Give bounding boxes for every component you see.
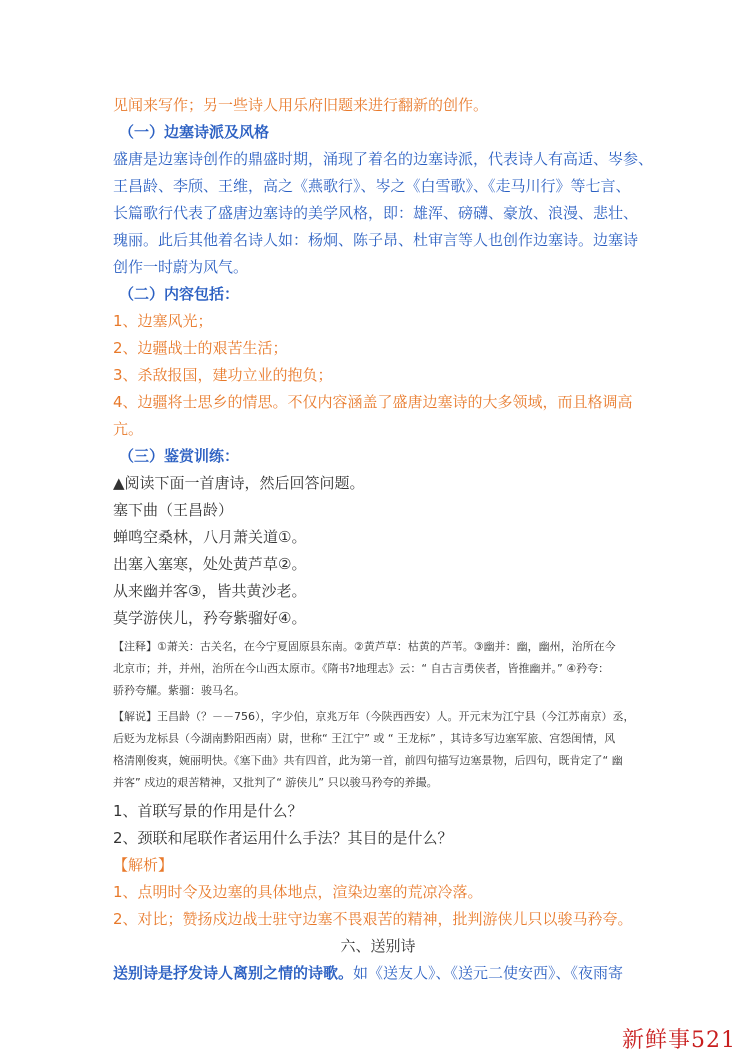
explanation-line: 【解说】王昌龄（？－－756），字少伯，京兆万年（今陕西西安）人。开元末为江宁县（今江苏南京）丞， [113,710,635,723]
final-rest-text: 如《送友人》、《送元二使安西》、《夜雨寄 [353,964,624,982]
annotation-line: 【注释】①萧关：古关名，在今宁夏固原县东南。②黄芦草：枯黄的芦苇。③幽并：幽，幽州，治所在今 [113,640,616,653]
paragraph-line: 创作一时蔚为风气。 [113,258,249,276]
poem-line: 莫学游侠儿，矜夸紫骝好④。 [113,609,307,627]
explanation-line: 格清刚俊爽，婉丽明快。《塞下曲》共有四首，此为第一首，前四句描写边塞景物，后四句，既肯定了“ 幽 [113,754,623,767]
explanation-line: 并客” 戍边的艰苦精神，又批判了“ 游侠儿” 只以骏马矜夸的养撮。 [113,776,438,789]
document-body [113,92,654,987]
watermark-logo: 新鲜事521 [622,1028,736,1053]
explanation-line: 后贬为龙标县（今湖南黔阳西南）尉，世称“ 王江宁” 或 “ 王龙标” ，其诗多写边塞军旅、宫怨闺情，风 [113,732,616,745]
paragraph-line: 长篇歌行代表了盛唐边塞诗的美学风格，即：雄浑、磅礴、豪放、浪漫、悲壮、 [113,204,639,222]
poem-line: 从来幽并客③，皆共黄沙老。 [113,582,307,600]
question-1: 1、首联写景的作用是什么？ [113,802,303,820]
analysis-label: 【解析】 [113,856,174,874]
poem-line: 出塞入塞寒，处处黄芦草②。 [113,555,307,573]
exercise-intro: ▲阅读下面一首唐诗，然后回答问题。 [113,474,365,492]
content-item: 亢。 [113,420,144,438]
content-item: 3、杀敌报国，建功立业的抱负； [113,366,333,384]
section-6-heading: 六、送别诗 [340,937,416,955]
final-paragraph-line [113,960,643,987]
poem-title: 塞下曲（王昌龄） [113,501,234,519]
final-bold-phrase: 送别诗是抒发诗人离别之情的诗歌。 [113,964,354,982]
annotation-line: 骄矜夸耀。紫骝：骏马名。 [113,684,245,697]
paragraph-line: 王昌龄、李颀、王维，高之《燕歌行》、岑之《白雪歌》、《走马川行》等七言、 [113,177,631,195]
content-item: 4、边疆将士思乡的情思。不仅内容涵盖了盛唐边塞诗的大多领域，而且格调高 [113,393,633,411]
section-heading-3: （三）鉴赏训练： [119,447,240,465]
poem-line: 蝉鸣空桑林，八月萧关道①。 [113,528,307,546]
answer-2: 2、对比；赞扬戍边战士驻守边塞不畏艰苦的精神，批判游侠儿只以骏马矜夸。 [113,910,633,928]
section-heading-1: （一）边塞诗派及风格 [119,123,270,141]
text-line: 见闻来写作；另一些诗人用乐府旧题来进行翻新的创作。 [113,96,489,114]
answer-1: 1、点明时令及边塞的具体地点，渲染边塞的荒凉冷落。 [113,883,483,901]
annotation-line: 北京市；并，并州，治所在今山西太原市。《隋书?地理志》云：“ 自古言勇侠者，皆推幽并。” ④矜夸： [113,662,610,675]
paragraph-line: 瑰丽。此后其他着名诗人如：杨炯、陈子昂、杜审言等人也创作边塞诗。边塞诗 [113,231,639,249]
question-2: 2、颈联和尾联作者运用什么手法？其目的是什么？ [113,829,453,847]
content-item: 1、边塞风光； [113,312,213,330]
section-heading-2: （二）内容包括： [119,285,240,303]
paragraph-line: 盛唐是边塞诗创作的鼎盛时期，涌现了着名的边塞诗派，代表诗人有高适、岑参、 [113,150,654,168]
content-item: 2、边疆战士的艰苦生活； [113,339,288,357]
